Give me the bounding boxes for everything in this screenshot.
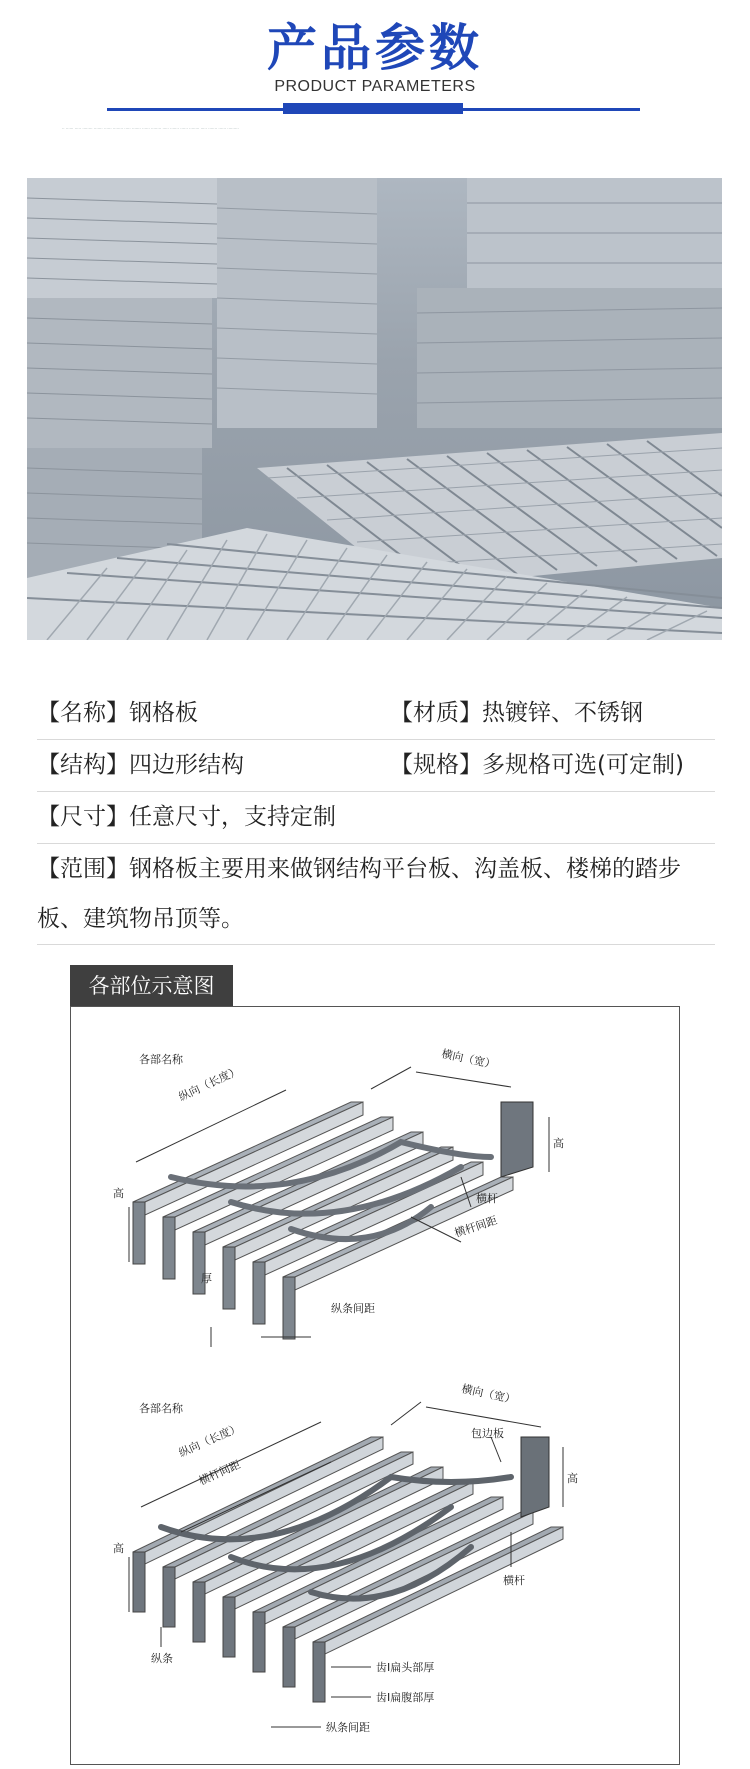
param-row	[37, 844, 715, 945]
bottom-bearing-bar-label: 纵条	[151, 1652, 173, 1665]
top-height-left-label: 高	[113, 1187, 124, 1200]
param-row	[37, 688, 715, 740]
title-accent-block	[283, 103, 463, 114]
section-header	[0, 0, 750, 140]
bottom-cross-bar-spacing-label: 横杆间距	[196, 1457, 243, 1488]
top-transverse-label: 横向（宽）	[440, 1047, 497, 1072]
bottom-cross-bar-label: 横杆	[503, 1574, 525, 1587]
bottom-heading-label: 各部名称	[139, 1402, 183, 1415]
top-longitudinal-label: 纵向（长度）	[176, 1064, 243, 1104]
param-row	[37, 792, 715, 844]
bottom-tooth-head-label: 齿Ⅰ扁头部厚	[376, 1661, 435, 1674]
top-bearing-spacing-label: 纵条间距	[331, 1302, 375, 1315]
bottom-tooth-belly-label: 齿Ⅰ扁腹部厚	[376, 1691, 435, 1704]
top-heading-label: 各部名称	[139, 1053, 183, 1066]
param-name: 【名称】钢格板	[37, 700, 198, 726]
top-thickness-label: 厚	[201, 1272, 212, 1285]
top-height-right-label: 高	[553, 1137, 564, 1150]
product-photo-steel-grating	[27, 178, 722, 640]
param-scope: 【范围】钢格板主要用来做钢结构平台板、沟盖板、楼梯的踏步板、建筑物吊顶等。	[37, 856, 681, 932]
top-cross-bar-label: 横杆	[476, 1192, 498, 1205]
bottom-bearing-spacing-label: 纵条间距	[326, 1721, 370, 1734]
bottom-edge-band-label: 包边板	[471, 1427, 504, 1440]
section-subtitle: PRODUCT PARAMETERS	[274, 78, 476, 95]
serrated-grating-diagram	[113, 1381, 578, 1734]
param-size: 【尺寸】任意尺寸，支持定制	[37, 804, 336, 830]
parameter-table	[37, 688, 715, 945]
bottom-height-left-label: 高	[113, 1542, 124, 1555]
param-row	[37, 740, 715, 792]
section-title: 产品参数	[267, 19, 483, 77]
parts-diagram	[70, 1006, 680, 1765]
decorative-fine-text: ·· ······ ····· ········ ······· ······ ········ ····· ······· ······ ········ ····· ······· ······ ········ ····· ······· ······ ·········	[62, 126, 239, 131]
param-structure: 【结构】四边形结构	[37, 752, 244, 778]
bottom-height-right-label: 高	[567, 1472, 578, 1485]
bottom-transverse-label: 横向（宽）	[460, 1382, 517, 1407]
diagram-tab-title: 各部位示意图	[70, 965, 233, 1008]
top-cross-bar-spacing-label: 横杆间距	[452, 1213, 499, 1240]
param-material: 【材质】热镀锌、不锈钢	[390, 700, 643, 726]
param-spec: 【规格】多规格可选(可定制)	[390, 752, 684, 778]
plain-grating-diagram	[113, 1046, 564, 1347]
bottom-longitudinal-label: 纵向（长度）	[176, 1421, 243, 1460]
